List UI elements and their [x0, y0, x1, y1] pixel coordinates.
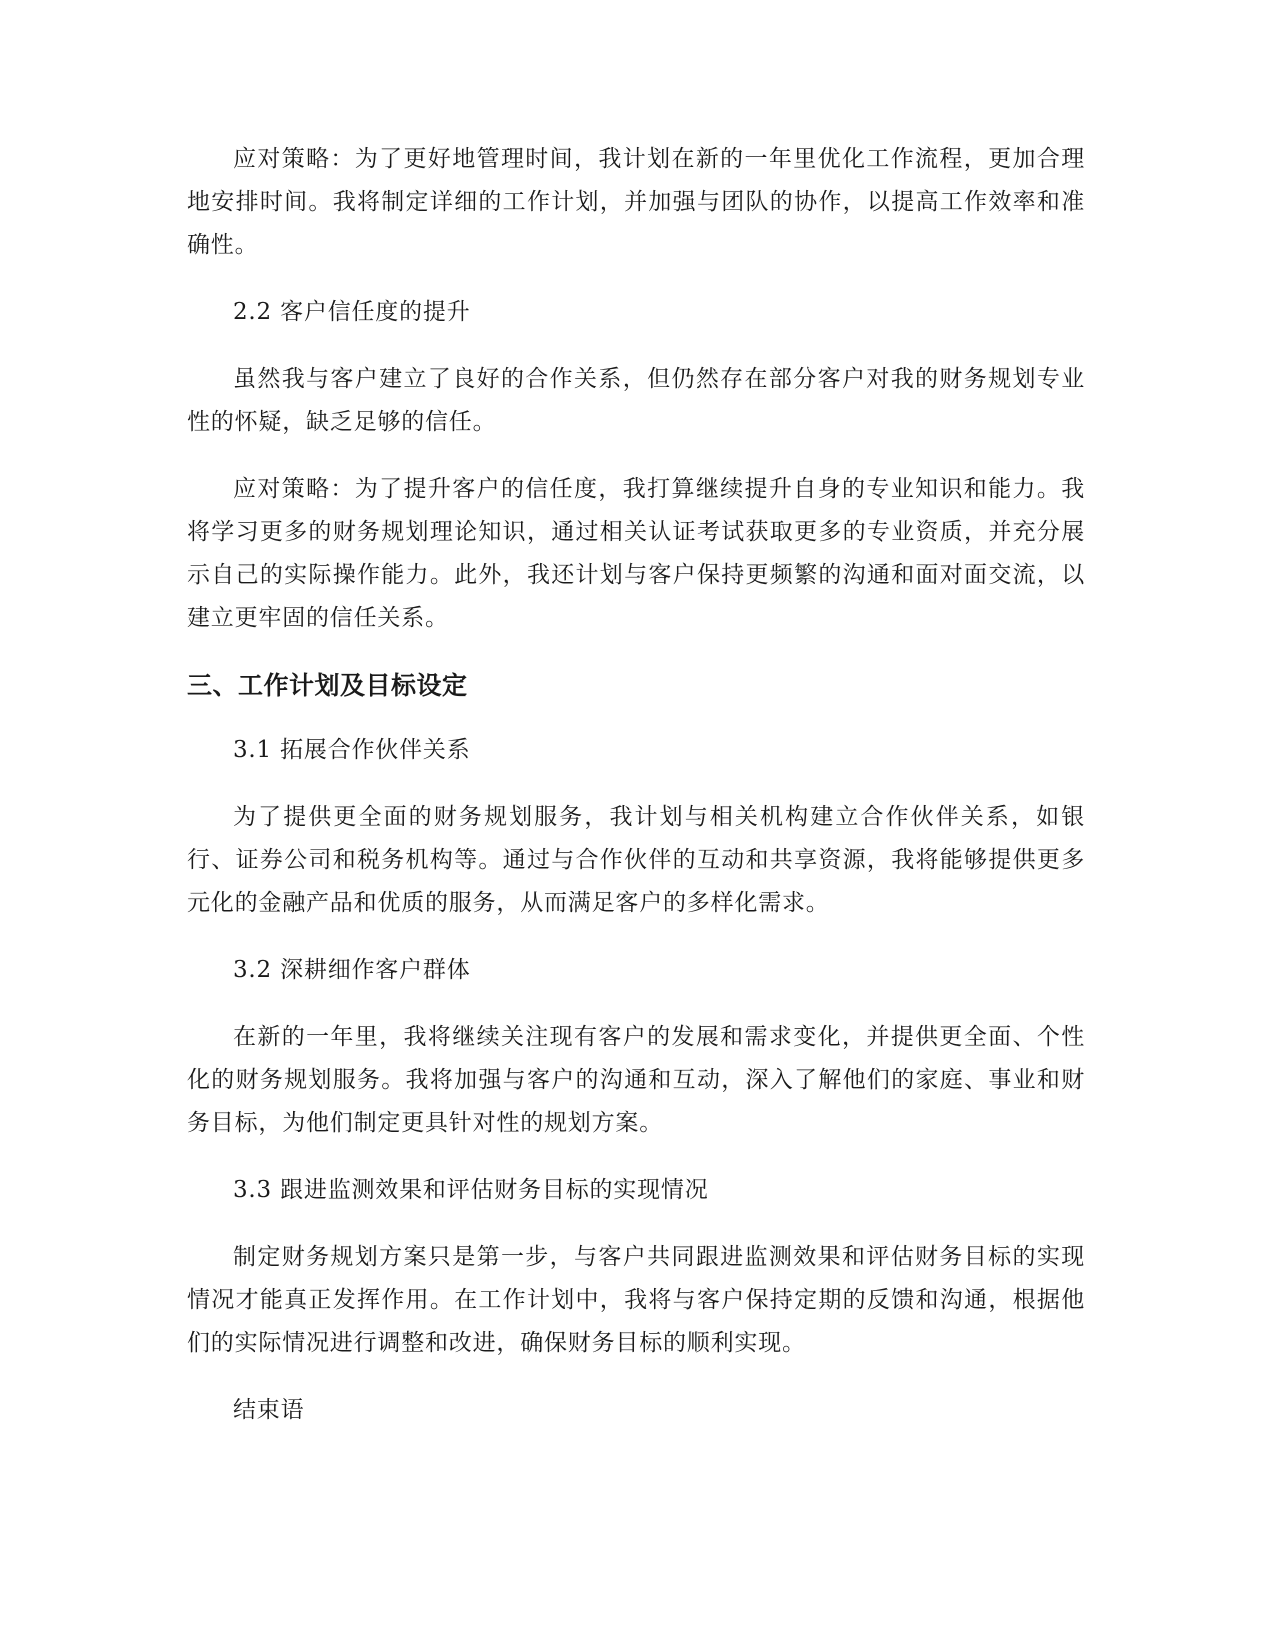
paragraph-monitoring: 制定财务规划方案只是第一步，与客户共同跟进监测效果和评估财务目标的实现情况才能真正发挥作用。在工作计划中，我将与客户保持定期的反馈和沟通，根据他们的实际情况进行调整和改进，确保财务目标的顺利实现。: [187, 1244, 1085, 1356]
paragraph-trust-strategy: 应对策略：为了提升客户的信任度，我打算继续提升自身的专业知识和能力。我将学习更多的财务规划理论知识，通过相关认证考试获取更多的专业资质，并充分展示自己的实际操作能力。此外，我还计划与客户保持更频繁的沟通和面对面交流，以建立更牢固的信任关系。: [187, 476, 1085, 631]
subheading-2-2: 2.2 客户信任度的提升: [233, 299, 471, 325]
document-body: [187, 138, 1085, 1456]
paragraph-client-groups: 在新的一年里，我将继续关注现有客户的发展和需求变化，并提供更全面、个性化的财务规划服务。我将加强与客户的沟通和互动，深入了解他们的家庭、事业和财务目标，为他们制定更具针对性的规划方案。: [187, 1024, 1085, 1136]
paragraph-time-strategy: 应对策略：为了更好地管理时间，我计划在新的一年里优化工作流程，更加合理地安排时间。我将制定详细的工作计划，并加强与团队的协作，以提高工作效率和准确性。: [187, 146, 1085, 258]
subheading-3-1: 3.1 拓展合作伙伴关系: [233, 737, 471, 763]
section-heading-3: 三、工作计划及目标设定: [187, 671, 468, 700]
paragraph-trust-issue: 虽然我与客户建立了良好的合作关系，但仍然存在部分客户对我的财务规划专业性的怀疑，缺乏足够的信任。: [187, 366, 1085, 435]
subheading-conclusion: 结束语: [233, 1397, 305, 1423]
paragraph-partnerships: 为了提供更全面的财务规划服务，我计划与相关机构建立合作伙伴关系，如银行、证券公司和税务机构等。通过与合作伙伴的互动和共享资源，我将能够提供更多元化的金融产品和优质的服务，从而满足客户的多样化需求。: [187, 804, 1085, 916]
subheading-3-2: 3.2 深耕细作客户群体: [233, 957, 471, 983]
subheading-3-3: 3.3 跟进监测效果和评估财务目标的实现情况: [233, 1177, 709, 1203]
